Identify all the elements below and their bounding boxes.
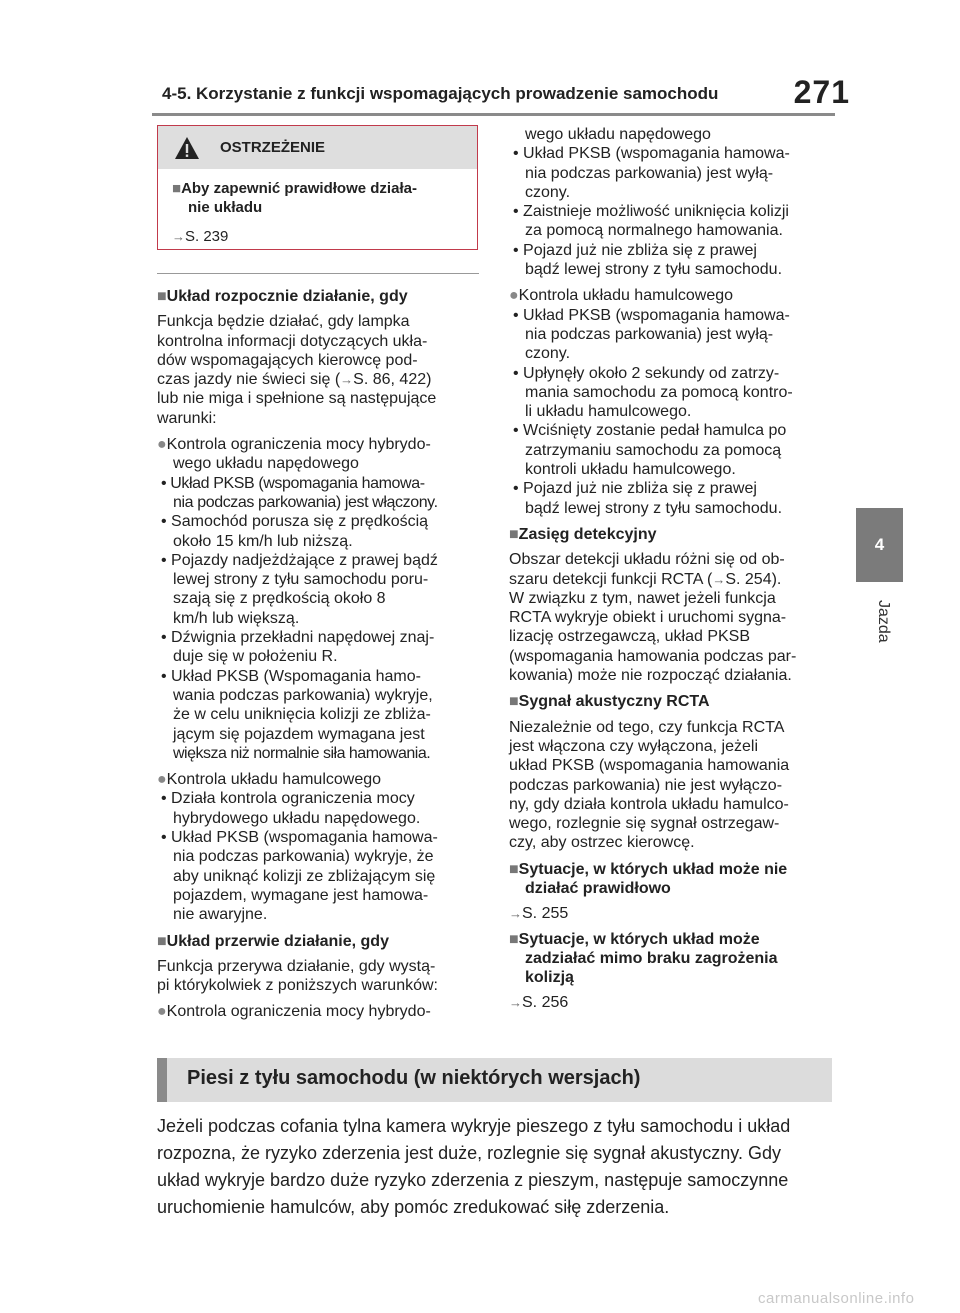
circle-bullet-icon: ● <box>157 1003 167 1021</box>
square-bullet-icon: ■ <box>509 860 519 878</box>
section-heading: ■Układ rozpocznie działanie, gdy <box>157 288 408 305</box>
warning-title: OSTRZEŻENIE <box>220 139 326 156</box>
section-heading: ■Sytuacje, w których układ może zadziałać mimo braku zagrożenia kolizją <box>509 930 778 987</box>
list-item: • Upłynęły około 2 sekundy od zatrzy- <box>513 364 780 382</box>
circle-bullet-icon: ● <box>157 436 167 454</box>
page-ref: →S. 256 <box>509 994 569 1012</box>
condition-block: ●Kontrola układu hamulcowego • Działa kontrola ograniczenia mocy hybrydowego układu napędowego. • Układ PKSB (wspomagania hamowa- nia podczas parkowania) wykryje, że aby uniknąć kolizji ze zbliżającym się pojazdem, wymagane jest hamowa- nie awaryjne. <box>157 770 482 924</box>
section-heading: ■Sytuacje, w których układ może nie działać prawidłowo <box>509 860 788 897</box>
square-bullet-icon: ■ <box>157 932 167 950</box>
chapter-tab: 4 <box>856 508 903 582</box>
condition-heading: ●Kontrola ograniczenia mocy hybrydo- <box>157 436 431 454</box>
warning-box <box>157 125 478 250</box>
body-text: Niezależnie od tego, czy funkcja RCTA jest włączona czy wyłączona, jeżeli układ PKSB (wspomagania hamowania podczas parkowania) nie jest wyłączo- ny, gdy działa kontrola układu hamulco- wego, rozlegnie się sygnał ostrzegaw- czy, aby ostrzec kierowcę. <box>509 718 790 852</box>
condition-heading: ●Kontrola ograniczenia mocy hybrydo- <box>157 1003 431 1021</box>
list-item: • Pojazd już nie zbliża się z prawej <box>513 480 757 498</box>
condition-block: wego układu napędowego • Układ PKSB (wspomagania hamowa- nia podczas parkowania) jest wyłą- czony. • Zaistnieje możliwość uniknięcia kolizji za pomocą normalnego hamowania. • Pojazd już nie zbliża się z prawej bądź lewej strony z tyłu samochodu. <box>509 125 834 279</box>
section-heading: ■Układ przerwie działanie, gdy <box>157 932 389 950</box>
section-title-bar <box>157 1058 832 1102</box>
arrow-icon: → <box>509 906 522 922</box>
chapter-label: Jazda <box>875 600 892 643</box>
arrow-icon: → <box>712 571 726 587</box>
square-bullet-icon: ■ <box>509 930 519 948</box>
list-item: • Układ PKSB (wspomagania hamowa- <box>513 145 790 163</box>
arrow-icon: → <box>509 995 522 1011</box>
section-heading: ■Sygnał akustyczny RCTA <box>509 693 710 711</box>
list-item: • Układ PKSB (wspomagania hamowa- <box>161 829 438 847</box>
page-number: 271 <box>793 74 850 110</box>
left-column <box>157 287 482 1022</box>
list-item: • Działa kontrola ograniczenia mocy <box>161 790 415 808</box>
section-title: Piesi z tyłu samochodu (w niektórych wersjach) <box>187 1067 641 1089</box>
list-item: • Pojazd już nie zbliża się z prawej <box>513 241 757 259</box>
square-bullet-icon: ■ <box>157 288 167 305</box>
watermark: carmanualsonline.info <box>758 1290 915 1307</box>
square-bullet-icon: ■ <box>509 525 519 543</box>
arrow-icon: → <box>172 229 185 244</box>
condition-block: ●Kontrola ograniczenia mocy hybrydo- wego układu napędowego • Układ PKSB (wspomagania hamowa- nia podczas parkowania) jest włączony. • Samochód porusza się z prędkością około 15 km/h lub niższą. • Pojazdy nadjeżdżające z prawej bądź lewej strony z tyłu samochodu poru- szają się z prędkością około 8 km/h lub większą. • Dźwignia przekładni napędowej znaj- duje się w położeniu R. • Układ PKSB (Wspomagania hamo- wania podczas parkowania) wykryje, że w celu uniknięcia kolizji ze zbliża- jącym się pojazdem wymagana jest większa niż normalnie siła hamowania. <box>157 435 482 763</box>
square-bullet-icon: ■ <box>172 180 182 197</box>
header-rule <box>152 113 835 116</box>
square-bullet-icon: ■ <box>509 693 519 711</box>
warning-ref: →S. 239 <box>172 228 229 245</box>
right-column <box>509 125 834 1019</box>
warning-triangle-icon <box>174 136 200 160</box>
header-title: 4-5. Korzystanie z funkcji wspomagających prowadzenie samochodu <box>162 84 719 103</box>
list-item: • Pojazdy nadjeżdżające z prawej bądź <box>161 551 438 569</box>
condition-heading: ●Kontrola układu hamulcowego <box>157 771 382 789</box>
condition-heading: ●Kontrola układu hamulcowego <box>509 287 734 305</box>
body-text: Funkcja przerywa działanie, gdy wystą- pi którykolwiek z poniższych warunków: <box>157 957 438 995</box>
warning-heading: ■Aby zapewnić prawidłowe działa- nie układu <box>172 180 417 216</box>
left-column-rule <box>157 273 479 274</box>
circle-bullet-icon: ● <box>157 771 167 789</box>
list-item: • Wciśnięty zostanie pedał hamulca po <box>513 422 787 440</box>
list-item: • Samochód porusza się z prędkością <box>161 513 429 531</box>
list-item: • Dźwignia przekładni napędowej znaj- <box>161 629 435 647</box>
body-text: Obszar detekcji układu różni się od ob- szaru detekcji funkcji RCTA (→S. 254). W związku z tym, nawet jeżeli funkcja RCTA wykryje obiekt i uruchomi sygna- lizację ostrzegawczą, układ PKSB (wspomagania hamowania podczas par- kowania) może nie rozpocząć działania. <box>509 551 797 685</box>
circle-bullet-icon: ● <box>509 287 519 305</box>
warning-header <box>158 126 477 169</box>
condition-block: ●Kontrola układu hamulcowego • Układ PKSB (wspomagania hamowa- nia podczas parkowania) jest wyłą- czony. • Upłynęły około 2 sekundy od zatrzy- mania samochodu za pomocą kontro- li układu hamulcowego. • Wciśnięty zostanie pedał hamulca po zatrzymaniu samochodu za pomocą kontroli układu hamulcowego. • Pojazd już nie zbliża się z prawej bądź lewej strony z tyłu samochodu. <box>509 286 834 518</box>
list-item: • Układ PKSB (wspomagania hamowa- <box>513 306 790 324</box>
body-text: Funkcja będzie działać, gdy lampka kontrolna informacji dotyczących ukła- dów wspomagających kierowcę pod- czas jazdy nie świeci się (→S. 86, 422) lub nie miga i spełnione są następujące warunki: <box>157 313 437 427</box>
section-paragraph: Jeżeli podczas cofania tylna kamera wykryje pieszego z tyłu samochodu i układ rozpozna, że ryzyko zderzenia jest duże, rozlegnie się sygnał akustyczny. Gdy układ wykryje bardzo duże ryzyko zderzenia z pieszym, następuje samoczynne uruchomienie hamulców, aby pomóc zredukować siłę zderzenia. <box>157 1116 791 1217</box>
arrow-icon: → <box>340 372 354 388</box>
list-item: • Układ PKSB (wspomagania hamowa- <box>161 474 425 492</box>
section-heading: ■Zasięg detekcyjny <box>509 525 657 543</box>
list-item: • Układ PKSB (Wspomagania hamo- <box>161 667 421 685</box>
list-item: • Zaistnieje możliwość uniknięcia kolizji <box>513 203 789 221</box>
page-ref: →S. 255 <box>509 905 569 923</box>
